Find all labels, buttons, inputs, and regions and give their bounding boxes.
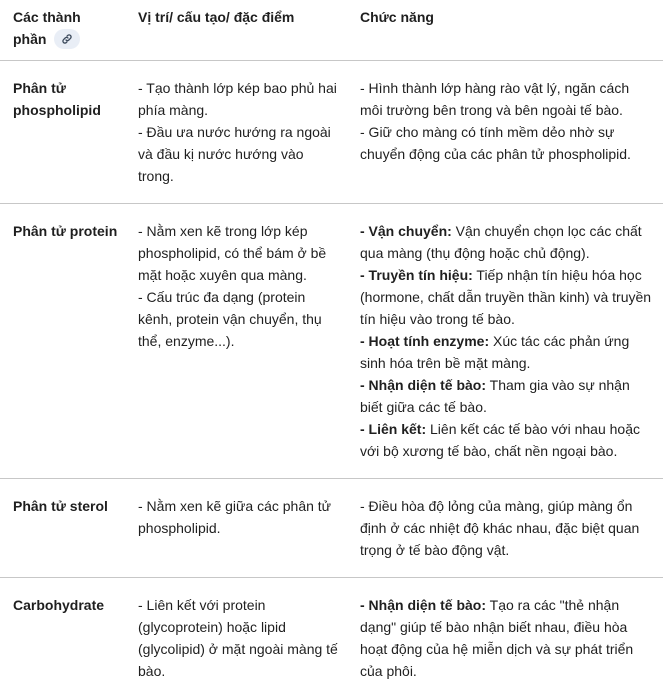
structure-line: - Liên kết với protein (glycoprotein) hoặc lipid (glycolipid) ở mặt ngoài màng tế bào. <box>138 597 338 680</box>
function-line: - Vận chuyển: Vận chuyển chọn lọc các chất qua màng (thụ động hoặc chủ động). <box>360 223 642 262</box>
function-line: - Giữ cho màng có tính mềm dẻo nhờ sự chuyển động của các phân tử phospholipid. <box>360 124 631 163</box>
table-row <box>0 204 663 479</box>
table-row <box>0 61 663 204</box>
table-header-row <box>0 0 663 61</box>
component-name: Phân tử phospholipid <box>0 61 128 204</box>
component-name: Carbohydrate <box>13 597 105 614</box>
header-link-button[interactable] <box>54 29 80 49</box>
table-row <box>0 479 663 578</box>
structure-line: - Nằm xen kẽ trong lớp kép phospholipid, có thể bám ở bề mặt hoặc xuyên qua màng. <box>138 223 327 284</box>
table-row <box>0 578 663 689</box>
function-cell <box>348 479 663 578</box>
function-line: - Nhận diện tế bào: Tham gia vào sự nhận biết giữa các tế bào. <box>360 377 630 416</box>
structure-line: - Đầu ưa nước hướng ra ngoài và đầu kị nước hướng vào trong. <box>138 124 331 185</box>
header-components <box>0 0 128 61</box>
function-line: - Điều hòa độ lỏng của màng, giúp màng ổn định ở các nhiệt độ khác nhau, đặc biệt quan trọng ở tế bào động vật. <box>360 498 640 559</box>
function-line: - Truyền tín hiệu: Tiếp nhận tín hiệu hóa học (hormone, chất dẫn truyền thần kinh) và truyền tín hiệu vào trong tế bào. <box>360 267 652 328</box>
function-cell <box>348 204 663 479</box>
function-line: - Nhận diện tế bào: Tạo ra các "thẻ nhận dạng" giúp tế bào nhận biết nhau, điều hòa hoạt động của hệ miễn dịch và sự phát triển của phôi. <box>360 597 634 680</box>
link-icon <box>61 33 73 45</box>
function-line: - Hoạt tính enzyme: Xúc tác các phản ứng sinh hóa trên bề mặt màng. <box>360 333 630 372</box>
function-line: - Hình thành lớp hàng rào vật lý, ngăn cách môi trường bên trong và bên ngoài tế bào. <box>360 80 630 119</box>
structure-line: - Nằm xen kẽ giữa các phân tử phospholipid. <box>138 498 332 537</box>
function-line: - Liên kết: Liên kết các tế bào với nhau hoặc với bộ xương tế bào, chất nền ngoại bào. <box>360 421 641 460</box>
function-cell <box>348 578 663 689</box>
header-components-line1: Các thành <box>13 9 81 25</box>
structure-cell <box>128 204 348 479</box>
function-cell <box>348 61 663 204</box>
component-name: Phân tử protein <box>0 204 128 479</box>
header-structure: Vị trí/ cấu tạo/ đặc điểm <box>128 0 348 61</box>
structure-line: - Tạo thành lớp kép bao phủ hai phía màng. <box>138 80 337 119</box>
header-components-line2: phần <box>13 31 47 47</box>
structure-cell <box>128 479 348 578</box>
header-function: Chức năng <box>348 0 663 61</box>
component-name: Phân tử sterol <box>0 479 128 578</box>
structure-cell <box>128 578 348 689</box>
structure-line: - Cấu trúc đa dạng (protein kênh, protein vận chuyển, thụ thể, enzyme...). <box>138 289 322 350</box>
structure-cell <box>128 61 348 204</box>
